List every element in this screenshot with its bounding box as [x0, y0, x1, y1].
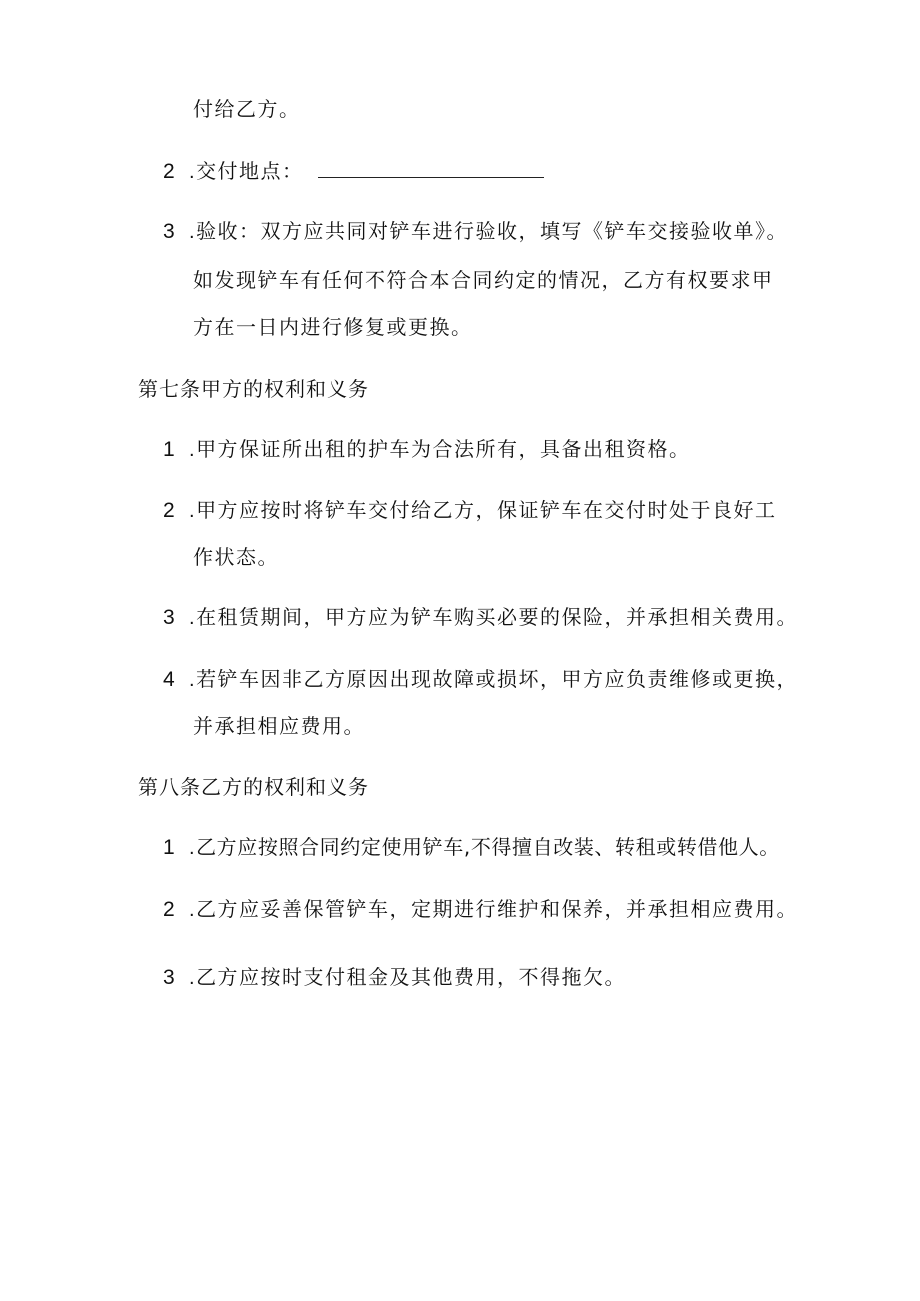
paragraph-text: 作状态。: [193, 545, 279, 569]
section6-item1-continuation: [193, 95, 301, 123]
paragraph-text: 甲方保证所出租的护车为合法所有，具备出租资格。: [196, 437, 691, 461]
item-separator: .: [189, 221, 197, 243]
paragraph-text: 乙方应妥善保管铲车，定期进行维护和保养，并承担相应费用。: [196, 897, 799, 921]
section7-item2-line1: [163, 496, 777, 525]
section7-item4-line1: [163, 665, 798, 694]
paragraph-text: 交付地点：: [196, 159, 304, 183]
paragraph-text: 甲方应按时将铲车交付给乙方，保证铲车在交付时处于良好工: [196, 498, 777, 522]
paragraph-text: 乙方应按照合同约定使用铲车,不得擅自改装、转租或转借他人。: [196, 835, 780, 859]
section7-item2-line2: [193, 543, 279, 571]
item-number: 4: [163, 668, 177, 691]
fill-in-blank-line: [318, 157, 544, 178]
section6-item3-line2: [193, 266, 774, 294]
item-separator: .: [189, 161, 197, 183]
item-number: 2: [163, 499, 177, 522]
item-separator: .: [189, 967, 197, 989]
paragraph-text: 方在一日内进行修复或更换。: [193, 315, 473, 339]
paragraph-text: 乙方应按时支付租金及其他费用，不得拖欠。: [196, 965, 627, 989]
paragraph-text: 并承担相应费用。: [193, 714, 365, 738]
section8-title: 第八条乙方的权利和义务: [138, 775, 369, 799]
item-number: 2: [163, 898, 177, 921]
section7-title: 第七条甲方的权利和义务: [138, 377, 369, 401]
paragraph-text: 付给乙方。: [193, 97, 301, 121]
section7-item3: [163, 603, 798, 632]
item-separator: .: [189, 837, 197, 859]
item-number: 2: [163, 160, 177, 183]
paragraph-text: 若铲车因非乙方原因出现故障或损坏，甲方应负责维修或更换，: [196, 667, 799, 691]
section6-item3-line1: [163, 217, 788, 246]
paragraph-text: 如发现铲车有任何不符合本合同约定的情况，乙方有权要求甲: [193, 268, 774, 292]
item-separator: .: [189, 500, 197, 522]
section7-item1: [163, 435, 691, 464]
section6-item3-line3: [193, 313, 473, 341]
item-separator: .: [189, 439, 197, 461]
item-separator: .: [189, 899, 197, 921]
item-number: 3: [163, 606, 177, 629]
item-number: 3: [163, 966, 177, 989]
section8-item3: [163, 963, 626, 992]
section8-item2: [163, 895, 798, 924]
paragraph-text: 在租赁期间，甲方应为铲车购买必要的保险，并承担相关费用。: [196, 605, 799, 629]
item-separator: .: [189, 669, 197, 691]
item-number: 1: [163, 438, 177, 461]
item-number: 3: [163, 220, 177, 243]
item-number: 1: [163, 836, 177, 859]
item-separator: .: [189, 607, 197, 629]
section6-item2: [163, 157, 544, 186]
paragraph-text: 验收：双方应共同对铲车进行验收，填写《铲车交接验收单》。: [196, 219, 789, 243]
section7-item4-line2: [193, 712, 365, 740]
section8-item1: [163, 833, 780, 862]
